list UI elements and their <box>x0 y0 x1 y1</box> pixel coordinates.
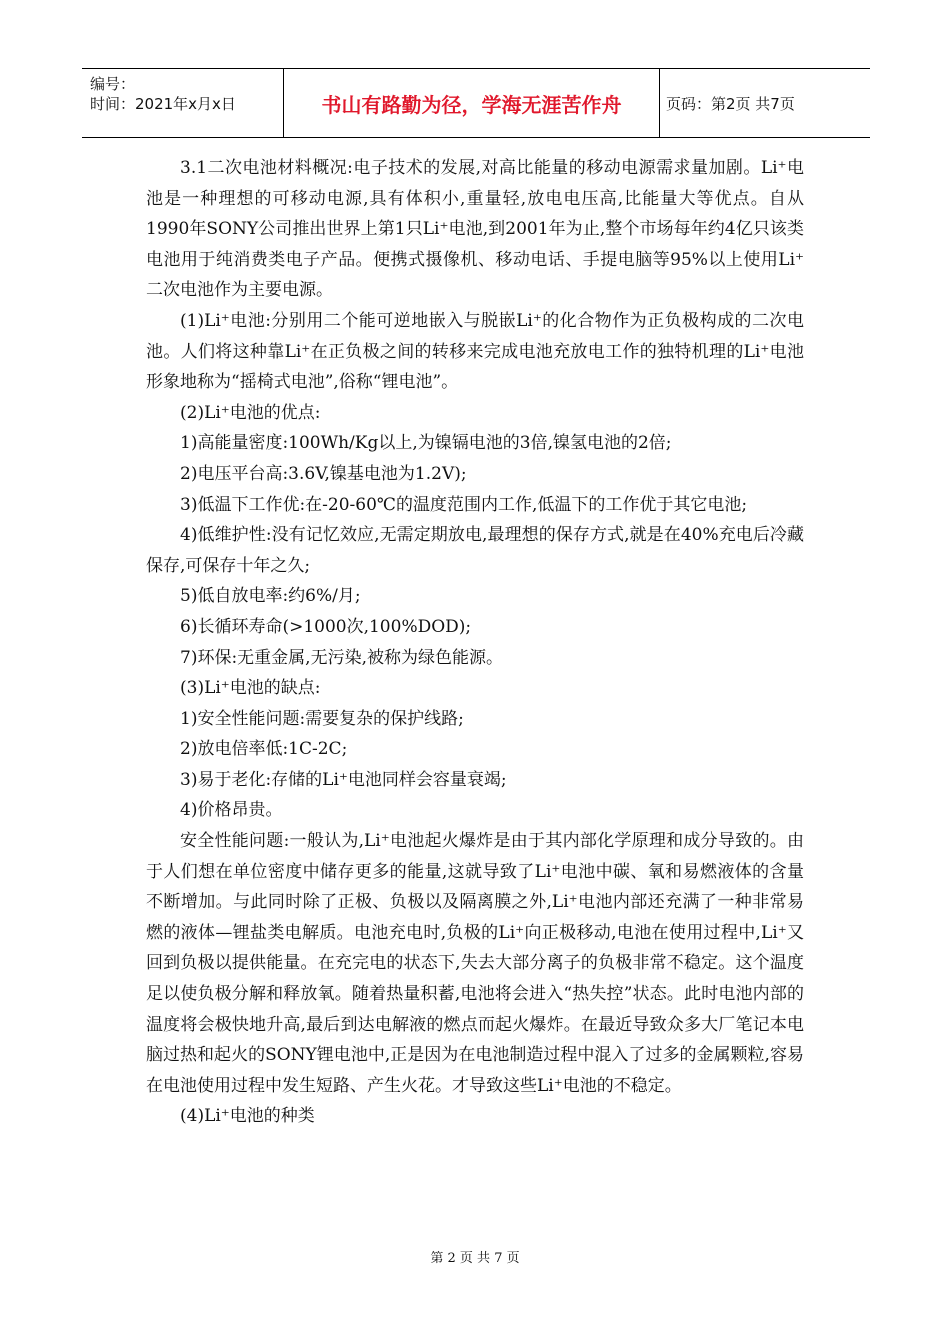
body-paragraph: 7)环保:无重金属,无污染,被称为绿色能源。 <box>180 647 503 668</box>
body-paragraph: 3.1二次电池材料概况:电子技术的发展,对高比能量的移动电源需求量加剧。Li⁺电池是一种理想的可移动电源,具有体积小,重量轻,放电电压高,比能量大等优点。自从1990年SONY公司推出世界上第1只Li⁺电池,到2001年为止,整个市场每年约4亿只该类电池用于纯消费类电子产品。便携式摄像机、移动电话、手提电脑等95%以上使用Li⁺二次电池作为主要电源。 <box>146 158 804 301</box>
number-label: 编号： <box>90 75 136 93</box>
header-page-label: 页码：第2页 共7页 <box>666 94 795 113</box>
body-paragraph: 3)易于老化:存储的Li⁺电池同样会容量衰竭; <box>180 769 507 790</box>
time-label: 时间：2021年x月x日 <box>90 95 236 113</box>
document-body <box>146 153 804 1132</box>
body-paragraph: (3)Li⁺电池的缺点: <box>180 678 321 699</box>
page-footer: 第 2 页 共 7 页 <box>430 1251 520 1266</box>
header-motto: 书山有路勤为径，学海无涯苦作舟 <box>284 69 660 137</box>
body-paragraph: 5)低自放电率:约6%/月; <box>180 586 361 607</box>
body-paragraph: 2)放电倍率低:1C-2C; <box>180 739 348 760</box>
body-paragraph: 4)低维护性:没有记忆效应,无需定期放电,最理想的保存方式,就是在40%充电后冷藏保存,可保存十年之久; <box>146 525 804 576</box>
body-paragraph: (2)Li⁺电池的优点: <box>180 402 321 423</box>
body-paragraph: 3)低温下工作优:在-20-60℃的温度范围内工作,低温下的工作优于其它电池; <box>180 494 748 515</box>
page-header <box>82 68 870 138</box>
body-paragraph: 安全性能问题:一般认为,Li⁺电池起火爆炸是由于其内部化学原理和成分导致的。由于人们想在单位密度中储存更多的能量,这就导致了Li⁺电池中碳、氧和易燃液体的含量不断增加。与此同时除了正极、负极以及隔离膜之外,Li⁺电池内部还充满了一种非常易燃的液体—锂盐类电解质。电池充电时,负极的Li⁺向正极移动,电池在使用过程中,Li⁺又回到负极以提供能量。在充完电的状态下,失去大部分离子的负极非常不稳定。这个温度足以使负极分解和释放氧。随着热量积蓄,电池将会进入“热失控”状态。此时电池内部的温度将会极快地升高,最后到达电解液的燃点而起火爆炸。在最近导致众多大厂笔记本电脑过热和起火的SONY锂电池中,正是因为在电池制造过程中混入了过多的金属颗粒,容易在电池使用过程中发生短路、产生火花。才导致这些Li⁺电池的不稳定。 <box>146 831 804 1096</box>
body-paragraph: 2)电压平台高:3.6V,镍基电池为1.2V); <box>180 463 467 484</box>
body-paragraph: (4)Li⁺电池的种类 <box>180 1106 315 1127</box>
body-paragraph: (1)Li⁺电池:分别用二个能可逆地嵌入与脱嵌Li⁺的化合物作为正负极构成的二次电池。人们将这种靠Li⁺在正负极之间的转移来完成电池充放电工作的独特机理的Li⁺电池形象地称为“摇椅式电池”,俗称“锂电池”。 <box>146 310 804 393</box>
body-paragraph: 1)安全性能问题:需要复杂的保护线路; <box>180 708 464 729</box>
body-paragraph: 6)长循环寿命(>1000次,100%DOD); <box>180 616 472 637</box>
body-paragraph: 1)高能量密度:100Wh/Kg以上,为镍镉电池的3倍,镍氢电池的2倍; <box>180 433 672 454</box>
header-meta-cell <box>82 69 284 137</box>
body-paragraph: 4)价格昂贵。 <box>180 800 283 821</box>
